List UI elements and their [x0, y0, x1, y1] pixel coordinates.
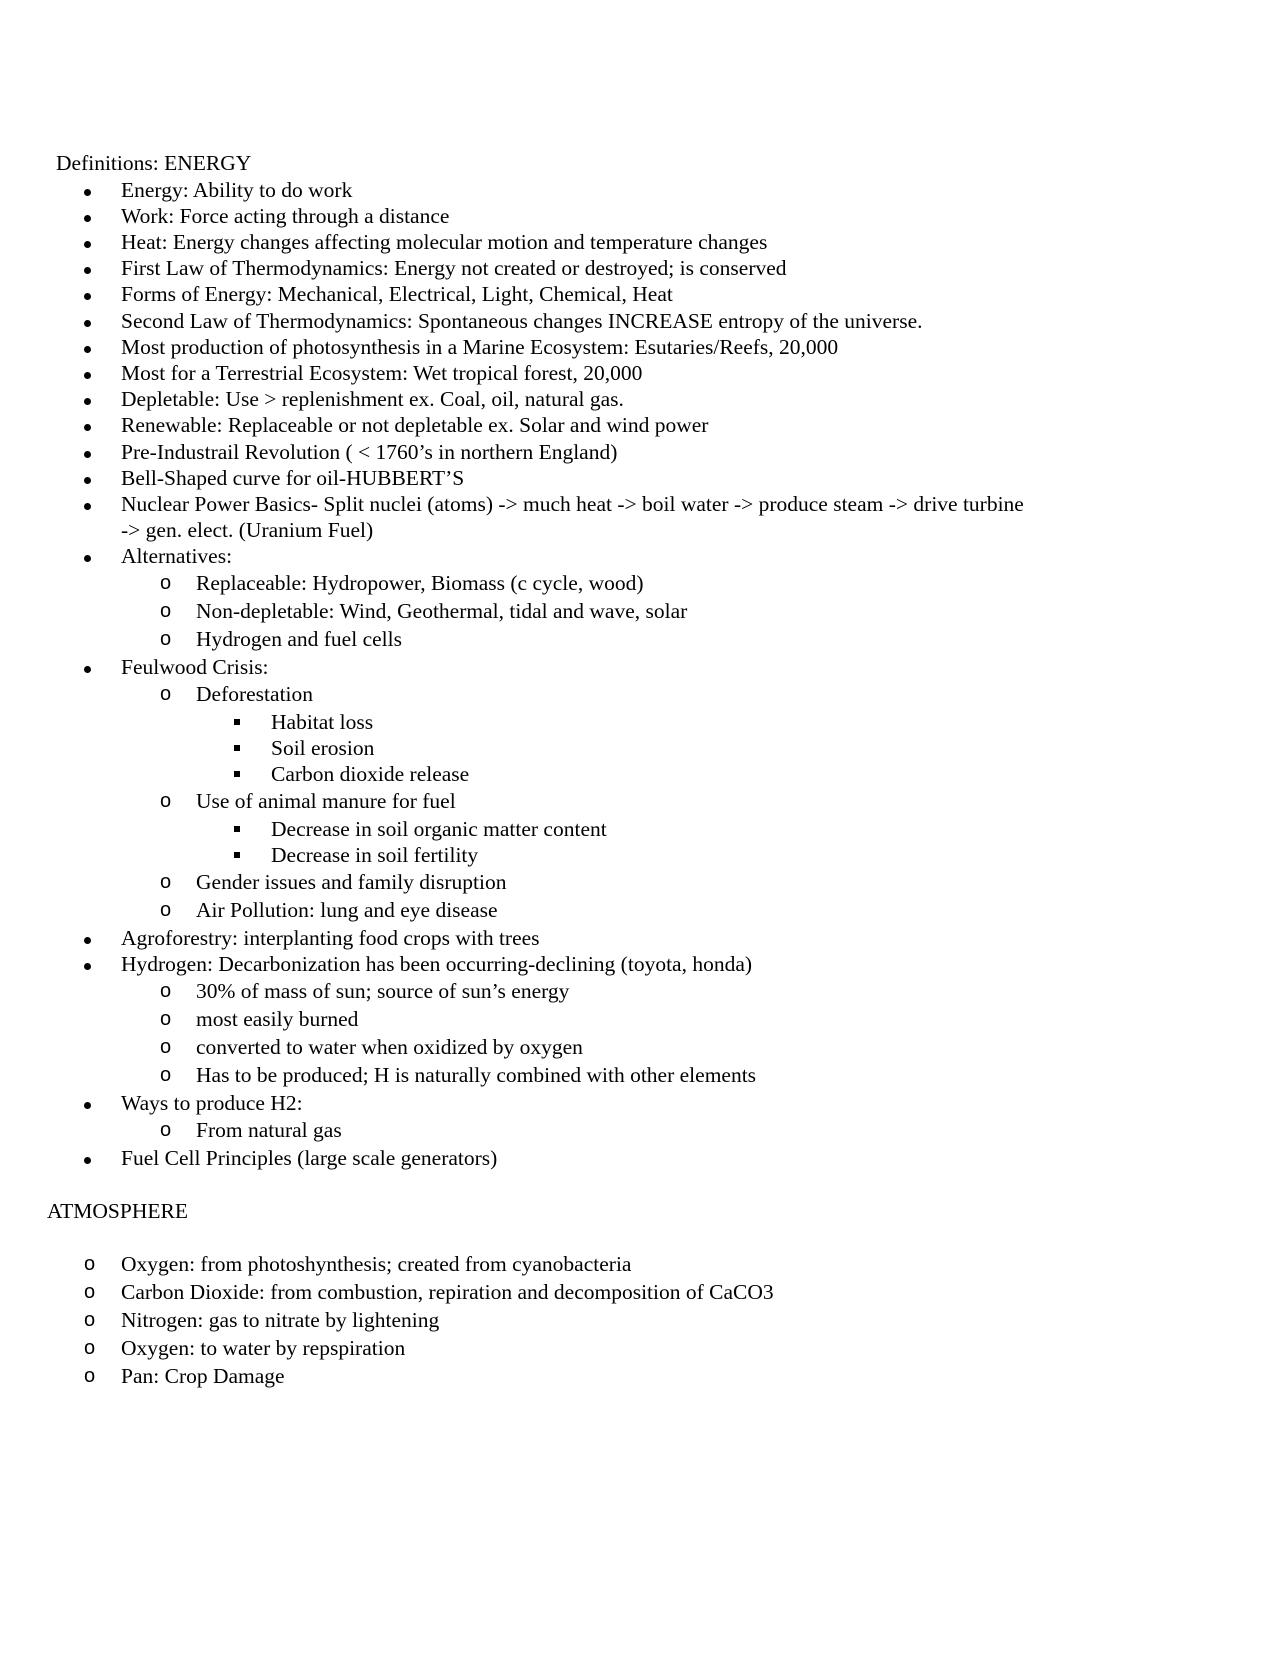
sub-list-item: Non-depletable: Wind, Geothermal, tidal and wave, solar: [196, 599, 688, 623]
circle-bullet-icon: o: [160, 1008, 172, 1030]
circle-bullet-icon: o: [160, 1119, 172, 1141]
bullet-icon: [84, 543, 91, 569]
sub-sub-list-item: Decrease in soil organic matter content: [271, 817, 607, 841]
sub-sub-list-item: Carbon dioxide release: [271, 762, 470, 786]
sub-list-item: Air Pollution: lung and eye disease: [196, 898, 498, 922]
circle-bullet-icon: o: [160, 600, 172, 622]
bullet-icon: [84, 1145, 91, 1171]
square-bullet-icon: [234, 816, 240, 842]
list-item: Carbon Dioxide: from combustion, repiration and decomposition of CaCO3: [121, 1280, 774, 1304]
circle-bullet-icon: o: [160, 1064, 172, 1086]
bullet-icon: [84, 1090, 91, 1116]
sub-list-item: From natural gas: [196, 1118, 342, 1142]
list-item: Oxygen: to water by repspiration: [121, 1336, 406, 1360]
bullet-icon: [84, 203, 91, 229]
sub-list-item: Deforestation: [196, 682, 314, 706]
bullet-icon: [84, 360, 91, 386]
list-item: Alternatives:: [121, 544, 233, 568]
bullet-icon: [84, 177, 91, 203]
bullet-icon: [84, 654, 91, 680]
circle-bullet-icon: o: [160, 1036, 172, 1058]
circle-bullet-icon: o: [84, 1365, 96, 1387]
circle-bullet-icon: o: [160, 899, 172, 921]
list-item: Depletable: Use > replenishment ex. Coal, oil, natural gas.: [121, 387, 624, 411]
circle-bullet-icon: o: [160, 871, 172, 893]
square-bullet-icon: [234, 842, 240, 868]
list-item: Ways to produce H2:: [121, 1091, 303, 1115]
list-item: Feulwood Crisis:: [121, 655, 269, 679]
list-item: Oxygen: from photoshynthesis; created from cyanobacteria: [121, 1252, 632, 1276]
bullet-icon: [84, 491, 91, 517]
list-item: Bell-Shaped curve for oil-HUBBERT’S: [121, 466, 465, 490]
list-item: Second Law of Thermodynamics: Spontaneous changes INCREASE entropy of the universe.: [121, 309, 923, 333]
bullet-icon: [84, 255, 91, 281]
circle-bullet-icon: o: [160, 628, 172, 650]
list-item: Renewable: Replaceable or not depletable ex. Solar and wind power: [121, 413, 709, 437]
sub-sub-list-item: Habitat loss: [271, 710, 374, 734]
list-item: Agroforestry: interplanting food crops with trees: [121, 926, 540, 950]
circle-bullet-icon: o: [160, 980, 172, 1002]
sub-list-item: most easily burned: [196, 1007, 359, 1031]
sub-list-item: Use of animal manure for fuel: [196, 789, 456, 813]
list-item: Heat: Energy changes affecting molecular motion and temperature changes: [121, 230, 768, 254]
sub-list-item: Gender issues and family disruption: [196, 870, 507, 894]
list-item: Forms of Energy: Mechanical, Electrical, Light, Chemical, Heat: [121, 282, 673, 306]
list-item: Pan: Crop Damage: [121, 1364, 285, 1388]
atmosphere-heading: ATMOSPHERE: [47, 1199, 188, 1223]
bullet-icon: [84, 229, 91, 255]
list-item: First Law of Thermodynamics: Energy not created or destroyed; is conserved: [121, 256, 787, 280]
circle-bullet-icon: o: [84, 1309, 96, 1331]
bullet-icon: [84, 412, 91, 438]
list-item: Work: Force acting through a distance: [121, 204, 450, 228]
square-bullet-icon: [234, 735, 240, 761]
sub-list-item: Hydrogen and fuel cells: [196, 627, 402, 651]
list-item: Energy: Ability to do work: [121, 178, 353, 202]
sub-sub-list-item: Soil erosion: [271, 736, 375, 760]
list-item: Most production of photosynthesis in a Marine Ecosystem: Esutaries/Reefs, 20,000: [121, 335, 839, 359]
circle-bullet-icon: o: [84, 1253, 96, 1275]
list-item: Nitrogen: gas to nitrate by lightening: [121, 1308, 440, 1332]
bullet-icon: [84, 386, 91, 412]
bullet-icon: [84, 951, 91, 977]
sub-list-item: Has to be produced; H is naturally combined with other elements: [196, 1063, 757, 1087]
list-item: Pre-Industrail Revolution ( < 1760’s in northern England): [121, 440, 618, 464]
list-item: Most for a Terrestrial Ecosystem: Wet tropical forest, 20,000: [121, 361, 643, 385]
list-item-continuation: -> gen. elect. (Uranium Fuel): [121, 518, 374, 542]
bullet-icon: [84, 308, 91, 334]
bullet-icon: [84, 334, 91, 360]
energy-heading: Definitions: ENERGY: [56, 151, 252, 175]
circle-bullet-icon: o: [84, 1281, 96, 1303]
square-bullet-icon: [234, 709, 240, 735]
square-bullet-icon: [234, 761, 240, 787]
sub-list-item: 30% of mass of sun; source of sun’s energy: [196, 979, 570, 1003]
circle-bullet-icon: o: [84, 1337, 96, 1359]
circle-bullet-icon: o: [160, 790, 172, 812]
bullet-icon: [84, 281, 91, 307]
sub-list-item: converted to water when oxidized by oxygen: [196, 1035, 583, 1059]
sub-sub-list-item: Decrease in soil fertility: [271, 843, 479, 867]
bullet-icon: [84, 439, 91, 465]
bullet-icon: [84, 465, 91, 491]
list-item: Fuel Cell Principles (large scale generators): [121, 1146, 498, 1170]
circle-bullet-icon: o: [160, 572, 172, 594]
list-item: Hydrogen: Decarbonization has been occurring-declining (toyota, honda): [121, 952, 753, 976]
list-item: Nuclear Power Basics- Split nuclei (atoms) -> much heat -> boil water -> produce steam -> drive turbine: [121, 492, 1024, 516]
circle-bullet-icon: o: [160, 683, 172, 705]
bullet-icon: [84, 925, 91, 951]
sub-list-item: Replaceable: Hydropower, Biomass (c cycle, wood): [196, 571, 644, 595]
